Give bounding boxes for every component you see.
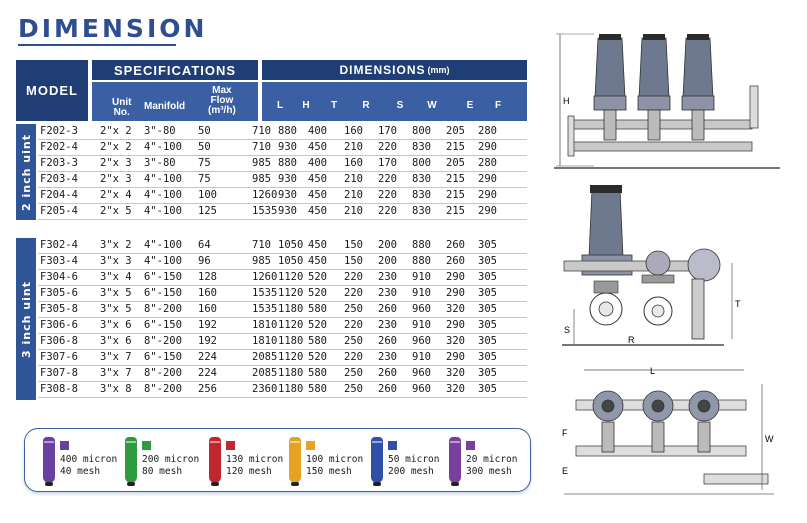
dim-col-s: S [396,100,404,111]
table-cell: 450 [308,189,327,201]
table-cell: 260 [446,239,465,251]
dim-col-f: F [494,100,502,111]
table-cell: 260 [378,367,397,379]
table-cell: 985 [252,255,271,267]
table-cell: 450 [308,141,327,153]
table-cell: 290 [446,351,465,363]
unit-label: Unit [112,97,132,108]
table-cell: 210 [344,205,363,217]
table-cell: 1180 [278,335,304,347]
table-cell: 8"-200 [144,383,182,395]
table-cell: 830 [412,141,431,153]
model-cell: F307-6 [40,351,78,363]
height-dim-label: H [563,96,570,106]
mesh-label: 120 mesh [226,466,272,477]
table-cell: 220 [378,141,397,153]
table-cell: 520 [308,271,327,283]
table-cell: 215 [446,189,465,201]
table-header [16,60,527,121]
table-cell: 2"x 5 [100,205,132,217]
table-cell: 450 [308,205,327,217]
table-cell: 125 [198,205,217,217]
table-cell: 400 [308,125,327,137]
table-cell: 220 [378,173,397,185]
filter-cartridge-icon [449,437,461,483]
table-cell: 910 [412,351,431,363]
table-cell: 210 [344,141,363,153]
filter-cartridge-icon [209,437,221,483]
table-cell: 160 [344,157,363,169]
table-cell: 192 [198,319,217,331]
dim-col-l: L [276,100,284,111]
table-cell: 3"x 4 [100,271,132,283]
table-cell: 1810 [252,335,278,347]
table-cell: 220 [344,319,363,331]
table-cell: 1120 [278,271,304,283]
dimensions-label: DIMENSIONS [339,63,426,77]
table-cell: 260 [446,255,465,267]
table-cell: 230 [378,271,397,283]
table-cell: 400 [308,157,327,169]
table-row [38,238,527,254]
no-label: No. [113,107,130,118]
table-cell: 50 [198,125,211,137]
table-row [38,188,527,204]
table-cell: 2"x 2 [100,141,132,153]
group-label-text: 3 inch uint [19,280,33,358]
table-cell: 3"x 7 [100,367,132,379]
table-cell: 1535 [252,303,278,315]
dim-col-w: W [427,100,437,111]
table-cell: 3"x 5 [100,303,132,315]
table-cell: 224 [198,351,217,363]
table-cell: 1535 [252,287,278,299]
table-cell: 230 [378,351,397,363]
table-cell: 1120 [278,319,304,331]
table-cell: 215 [446,205,465,217]
table-cell: 580 [308,367,327,379]
table-cell: 200 [378,255,397,267]
model-cell: F308-8 [40,383,78,395]
table-cell: 150 [344,255,363,267]
table-cell: 520 [308,319,327,331]
table-cell: 305 [478,319,497,331]
table-cell: 930 [278,205,297,217]
model-cell: F306-6 [40,319,78,331]
table-cell: 220 [344,271,363,283]
table-cell: 985 [252,157,271,169]
table-cell: 3"-80 [144,125,176,137]
table-row [38,318,527,334]
table-cell: 710 [252,239,271,251]
group-label [16,124,36,220]
table-cell: 6"-150 [144,271,182,283]
model-cell: F306-8 [40,335,78,347]
table-cell: 320 [446,303,465,315]
table-cell: 1180 [278,367,304,379]
table-cell: 160 [198,287,217,299]
dimensions-header [262,60,527,80]
mesh-label: 150 mesh [306,466,352,477]
color-swatch [226,441,235,450]
table-cell: 830 [412,189,431,201]
table-cell: 100 [198,189,217,201]
table-row [38,156,527,172]
l-dim-label: L [650,366,656,376]
mesh-label: 300 mesh [466,466,512,477]
table-cell: 1810 [252,319,278,331]
table-cell: 8"-200 [144,335,182,347]
table-cell: 1180 [278,303,304,315]
front-view-drawing [554,26,780,174]
table-cell: 4"-100 [144,189,182,201]
table-cell: 250 [344,303,363,315]
r-dim-label: R [628,335,635,345]
table-cell: 260 [378,303,397,315]
table-cell: 305 [478,271,497,283]
table-cell: 2"x 2 [100,125,132,137]
table-cell: 320 [446,383,465,395]
dim-col-h: H [302,100,310,111]
table-cell: 290 [446,271,465,283]
table-cell: 290 [478,189,497,201]
table-cell: 910 [412,319,431,331]
side-view-drawing [554,183,780,353]
table-row [38,124,527,140]
table-cell: 2360 [252,383,278,395]
specifications-subheader [92,82,258,121]
table-cell: 280 [478,125,497,137]
table-cell: 1050 [278,255,304,267]
table-cell: 3"x 5 [100,287,132,299]
table-cell: 160 [198,303,217,315]
table-cell: 192 [198,335,217,347]
table-cell: 75 [198,173,211,185]
table-cell: 220 [378,189,397,201]
mesh-label: 80 mesh [142,466,183,477]
table-cell: 1260 [252,189,278,201]
table-row [38,270,527,286]
table-cell: 960 [412,367,431,379]
mesh-label: 200 mesh [388,466,434,477]
table-cell: 290 [478,141,497,153]
table-cell: 830 [412,205,431,217]
table-cell: 580 [308,335,327,347]
table-cell: 150 [344,239,363,251]
color-swatch [388,441,397,450]
micron-label: 50 micron [388,454,440,465]
dim-col-t: T [330,100,338,111]
table-cell: 450 [308,255,327,267]
table-cell: 800 [412,125,431,137]
table-row [38,302,527,318]
table-cell: 305 [478,351,497,363]
table-row [38,382,527,398]
table-cell: 930 [278,189,297,201]
table-cell: 710 [252,125,271,137]
table-cell: 6"-150 [144,319,182,331]
table-cell: 75 [198,157,211,169]
table-cell: 305 [478,239,497,251]
table-cell: 3"x 2 [100,239,132,251]
table-cell: 800 [412,157,431,169]
table-cell: 250 [344,335,363,347]
s-dim-label: S [564,325,571,335]
max-flow-header [208,86,236,116]
table-cell: 320 [446,335,465,347]
table-cell: 2"x 3 [100,157,132,169]
dim-col-e: E [466,100,474,111]
table-cell: 710 [252,141,271,153]
table-cell: 305 [478,335,497,347]
table-row [38,366,527,382]
table-cell: 4"-100 [144,141,182,153]
model-cell: F307-8 [40,367,78,379]
max-label: Max [212,85,232,96]
model-cell: F205-4 [40,205,78,217]
group-2-inch [16,124,527,220]
table-cell: 210 [344,189,363,201]
model-cell: F305-8 [40,303,78,315]
manifold-header: Manifold [144,101,186,112]
dim-col-r: R [362,100,370,111]
model-cell: F203-3 [40,157,78,169]
table-row [38,140,527,156]
table-cell: 2"x 4 [100,189,132,201]
model-cell: F305-6 [40,287,78,299]
filter-cartridge-icon [289,437,301,483]
specifications-header: SPECIFICATIONS [92,60,258,80]
model-cell: F304-6 [40,271,78,283]
model-cell: F303-4 [40,255,78,267]
dimensions-unit: (mm) [427,65,450,75]
table-cell: 260 [378,335,397,347]
table-cell: 930 [278,173,297,185]
model-cell: F202-4 [40,141,78,153]
table-cell: 64 [198,239,211,251]
table-cell: 580 [308,383,327,395]
table-cell: 3"x 3 [100,255,132,267]
micron-label: 20 micron [466,454,518,465]
group-3-inch [16,238,527,400]
table-cell: 320 [446,367,465,379]
flow-unit-label: (m³/h) [208,105,236,116]
table-cell: 205 [446,125,465,137]
table-cell: 50 [198,141,211,153]
table-row [38,172,527,188]
table-cell: 6"-150 [144,287,182,299]
table-cell: 305 [478,367,497,379]
table-cell: 910 [412,271,431,283]
table-cell: 220 [378,205,397,217]
table-cell: 256 [198,383,217,395]
table-cell: 450 [308,239,327,251]
table-cell: 3"x 7 [100,351,132,363]
table-cell: 520 [308,351,327,363]
table-cell: 205 [446,157,465,169]
table-cell: 8"-200 [144,303,182,315]
model-cell: F202-3 [40,125,78,137]
table-cell: 290 [478,205,497,217]
table-cell: 880 [278,125,297,137]
e-dim-label: E [562,466,569,476]
filter-cartridge-icon [125,437,137,483]
table-cell: 96 [198,255,211,267]
table-cell: 1120 [278,351,304,363]
filter-cartridge-icon [371,437,383,483]
table-cell: 1050 [278,239,304,251]
table-cell: 8"-200 [144,367,182,379]
table-cell: 450 [308,173,327,185]
table-cell: 170 [378,157,397,169]
table-cell: 3"x 8 [100,383,132,395]
top-view-drawing [554,364,780,512]
model-cell: F204-4 [40,189,78,201]
model-header: MODEL [16,60,88,121]
filter-cartridge-icon [43,437,55,483]
table-cell: 128 [198,271,217,283]
table-cell: 215 [446,173,465,185]
table-cell: 250 [344,367,363,379]
mesh-label: 40 mesh [60,466,101,477]
group-label [16,238,36,400]
table-row [38,254,527,270]
table-cell: 224 [198,367,217,379]
table-cell: 960 [412,383,431,395]
table-cell: 305 [478,287,497,299]
table-cell: 2085 [252,367,278,379]
table-row [38,204,527,220]
table-cell: 4"-100 [144,173,182,185]
table-row [38,286,527,302]
table-cell: 220 [344,287,363,299]
table-cell: 215 [446,141,465,153]
table-cell: 305 [478,383,497,395]
f-dim-label: F [562,428,568,438]
table-cell: 910 [412,287,431,299]
table-cell: 200 [378,239,397,251]
table-cell: 1535 [252,205,278,217]
table-cell: 2085 [252,351,278,363]
table-cell: 960 [412,335,431,347]
table-cell: 230 [378,319,397,331]
table-cell: 4"-100 [144,205,182,217]
table-cell: 3"x 6 [100,335,132,347]
table-cell: 6"-150 [144,351,182,363]
table-cell: 880 [412,255,431,267]
color-swatch [306,441,315,450]
table-cell: 3"x 6 [100,319,132,331]
table-cell: 960 [412,303,431,315]
table-cell: 230 [378,287,397,299]
table-row [38,334,527,350]
table-cell: 305 [478,303,497,315]
table-cell: 280 [478,157,497,169]
color-swatch [466,441,475,450]
micron-label: 400 micron [60,454,118,465]
color-swatch [142,441,151,450]
micron-label: 100 micron [306,454,364,465]
model-cell: F302-4 [40,239,78,251]
table-cell: 220 [344,351,363,363]
table-cell: 1180 [278,383,304,395]
table-cell: 880 [278,157,297,169]
table-cell: 250 [344,383,363,395]
page-title: DIMENSION [18,14,208,43]
group-label-text: 2 inch uint [19,133,33,211]
table-cell: 930 [278,141,297,153]
table-cell: 210 [344,173,363,185]
table-cell: 305 [478,255,497,267]
table-cell: 290 [478,173,497,185]
flow-label: Flow [210,95,234,106]
filter-mesh-legend [24,428,531,492]
table-cell: 290 [446,287,465,299]
table-cell: 1260 [252,271,278,283]
unit-no-header [112,98,131,118]
table-cell: 985 [252,173,271,185]
title-underline [18,44,176,46]
table-cell: 3"-80 [144,157,176,169]
model-cell: F203-4 [40,173,78,185]
table-cell: 4"-100 [144,239,182,251]
t-dim-label: T [735,299,741,309]
table-cell: 2"x 3 [100,173,132,185]
table-cell: 580 [308,303,327,315]
table-cell: 830 [412,173,431,185]
micron-label: 130 micron [226,454,284,465]
table-cell: 1120 [278,287,304,299]
table-cell: 880 [412,239,431,251]
micron-label: 200 micron [142,454,200,465]
color-swatch [60,441,69,450]
table-cell: 4"-100 [144,255,182,267]
table-row [38,350,527,366]
table-cell: 520 [308,287,327,299]
table-cell: 290 [446,319,465,331]
table-cell: 170 [378,125,397,137]
w-dim-label: W [765,434,774,444]
table-cell: 160 [344,125,363,137]
table-cell: 260 [378,383,397,395]
